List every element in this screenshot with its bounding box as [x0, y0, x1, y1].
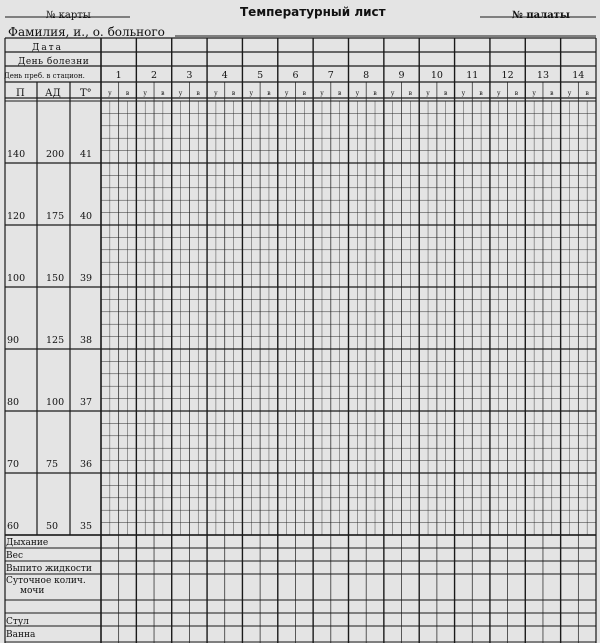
hospital-day-row-label: День преб. в стацион. — [4, 72, 85, 80]
fluid-intake-row-label: Выпито жидкости — [6, 564, 92, 574]
bp-scale-value: 125 — [46, 335, 65, 346]
evening-label: в — [585, 90, 589, 97]
card-number-label: № карты — [46, 10, 91, 21]
day-number-14: 14 — [572, 70, 585, 81]
temp-scale-value: 37 — [80, 397, 93, 408]
morning-label: у — [143, 90, 147, 97]
evening-label: в — [161, 90, 165, 97]
day-number-3: 3 — [186, 70, 193, 81]
morning-label: у — [567, 90, 572, 97]
bp-scale-value: 175 — [46, 211, 65, 222]
weight-row-label: Вес — [6, 551, 23, 561]
pulse-scale-value: 80 — [7, 397, 20, 408]
ward-number-label: № палаты — [512, 10, 570, 21]
evening-label: в — [196, 90, 200, 97]
evening-label: в — [125, 90, 130, 97]
daily-urine-row-label-cont: мочи — [20, 586, 45, 596]
evening-label: в — [267, 90, 271, 97]
morning-label: у — [249, 90, 254, 97]
day-number-8: 8 — [363, 70, 370, 81]
morning-label: у — [284, 90, 289, 97]
temp-scale-value: 40 — [80, 211, 93, 222]
day-number-4: 4 — [221, 70, 228, 81]
pulse-scale-value: 70 — [7, 459, 20, 470]
pulse-scale-value: 90 — [7, 335, 20, 346]
day-number-6: 6 — [292, 70, 299, 81]
temp-scale-value: 35 — [80, 521, 93, 532]
day-number-13: 13 — [536, 70, 550, 81]
illness-day-row-label: День болезни — [18, 57, 90, 67]
evening-label: в — [337, 90, 342, 97]
morning-label: у — [532, 90, 536, 97]
bath-row-label: Ванна — [6, 630, 36, 640]
morning-label: у — [108, 90, 112, 97]
pulse-header: П — [16, 88, 25, 99]
temp-scale-value: 41 — [80, 149, 93, 160]
day-number-12: 12 — [501, 70, 514, 81]
stool-row-label: Стул — [6, 617, 29, 627]
temp-scale-value: 38 — [80, 335, 93, 346]
bp-scale-value: 100 — [46, 397, 65, 408]
evening-label: в — [373, 90, 377, 97]
day-number-1: 1 — [115, 70, 122, 81]
morning-label: у — [355, 90, 360, 97]
pulse-scale-value: 140 — [7, 149, 26, 160]
evening-label: в — [479, 90, 483, 97]
evening-label: в — [444, 90, 448, 97]
morning-label: у — [214, 90, 218, 97]
evening-label: в — [231, 90, 236, 97]
evening-label: в — [550, 90, 554, 97]
temp-header: Т° — [80, 88, 92, 99]
page-title: Температурный лист — [240, 5, 386, 19]
evening-label: в — [302, 90, 306, 97]
bp-header: АД — [45, 88, 61, 99]
day-number-2: 2 — [151, 70, 158, 81]
day-number-7: 7 — [327, 70, 334, 81]
daily-urine-row-label: Суточное колич. — [6, 576, 86, 586]
bp-scale-value: 200 — [46, 149, 65, 160]
morning-label: у — [178, 90, 183, 97]
pulse-scale-value: 100 — [7, 273, 26, 284]
bp-scale-value: 50 — [46, 521, 59, 532]
date-row-label: Дата — [32, 43, 64, 53]
pulse-scale-value: 60 — [7, 521, 20, 532]
day-number-5: 5 — [257, 70, 264, 81]
day-number-11: 11 — [466, 70, 479, 81]
morning-label: у — [461, 90, 466, 97]
day-number-10: 10 — [430, 70, 443, 81]
bp-scale-value: 75 — [46, 459, 59, 470]
day-number-9: 9 — [398, 70, 405, 81]
morning-label: у — [320, 90, 324, 97]
morning-label: у — [497, 90, 501, 97]
morning-label: у — [390, 90, 395, 97]
patient-name-label: Фамилия, и., о. больного — [8, 25, 165, 39]
temp-scale-value: 36 — [80, 459, 93, 470]
morning-label: у — [426, 90, 430, 97]
pulse-scale-value: 120 — [7, 211, 26, 222]
bp-scale-value: 150 — [46, 273, 65, 284]
respiration-row-label: Дыхание — [6, 538, 49, 548]
evening-label: в — [408, 90, 413, 97]
temp-scale-value: 39 — [80, 273, 93, 284]
evening-label: в — [514, 90, 519, 97]
